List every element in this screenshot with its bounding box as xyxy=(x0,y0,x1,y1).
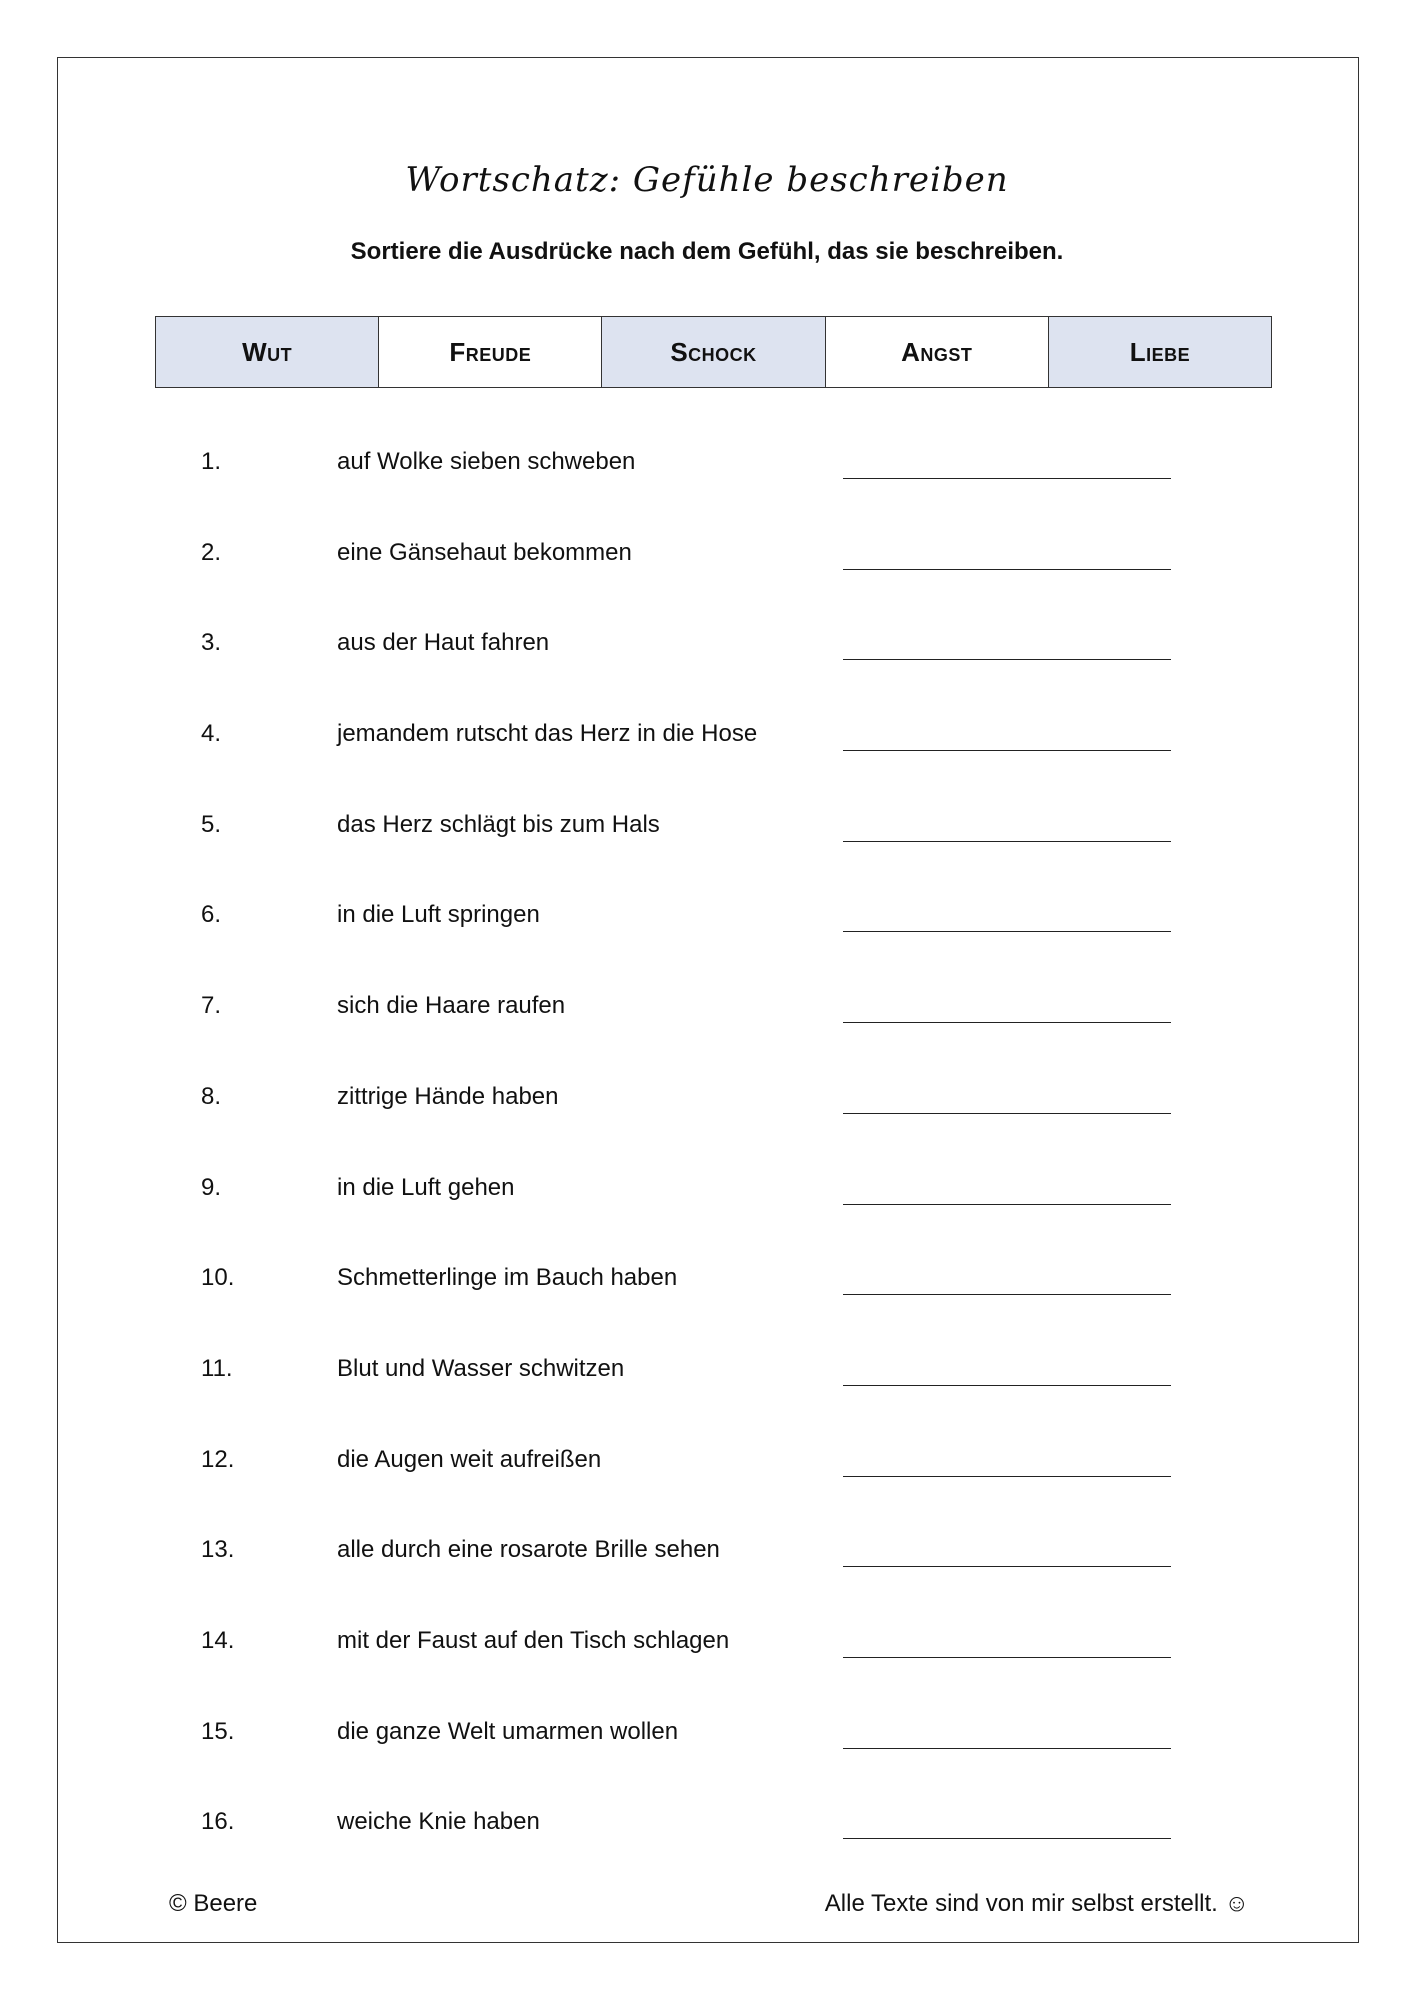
list-item xyxy=(0,448,1414,539)
instruction-text: Sortiere die Ausdrücke nach dem Gefühl, das sie beschreiben. xyxy=(350,238,1064,265)
answer-blank[interactable] xyxy=(843,1022,1171,1023)
item-expression: zittrige Hände haben xyxy=(337,1082,559,1110)
item-expression: das Herz schlägt bis zum Hals xyxy=(337,810,660,838)
footer-copyright: © Beere xyxy=(169,1890,258,1917)
item-number: 2. xyxy=(201,538,222,566)
item-number: 16. xyxy=(201,1808,235,1836)
answer-blank[interactable] xyxy=(843,1204,1171,1205)
list-item xyxy=(0,1446,1414,1537)
list-item xyxy=(0,629,1414,720)
answer-blank[interactable] xyxy=(843,931,1171,932)
item-number: 8. xyxy=(201,1082,222,1110)
item-expression: sich die Haare raufen xyxy=(337,992,566,1020)
category-angst: Angst xyxy=(826,317,1049,387)
list-item xyxy=(0,1808,1414,1899)
list-item xyxy=(0,1264,1414,1355)
answer-blank[interactable] xyxy=(843,659,1171,660)
answer-blank[interactable] xyxy=(843,478,1171,479)
list-item xyxy=(0,901,1414,992)
list-item xyxy=(0,1627,1414,1718)
category-liebe: Liebe xyxy=(1049,317,1271,387)
item-expression: auf Wolke sieben schweben xyxy=(337,448,636,475)
answer-blank[interactable] xyxy=(843,1113,1171,1114)
list-item xyxy=(0,1083,1414,1174)
list-item xyxy=(0,992,1414,1083)
list-item xyxy=(0,1174,1414,1265)
item-expression: aus der Haut fahren xyxy=(337,629,550,657)
answer-blank[interactable] xyxy=(843,569,1171,570)
list-item xyxy=(0,720,1414,811)
item-expression: Blut und Wasser schwitzen xyxy=(337,1354,625,1382)
item-number: 5. xyxy=(201,810,222,838)
item-number: 10. xyxy=(201,1264,235,1292)
expression-list xyxy=(0,448,1414,1899)
item-expression: eine Gänsehaut bekommen xyxy=(337,538,632,566)
item-number: 11. xyxy=(201,1354,233,1382)
item-expression: jemandem rutscht das Herz in die Hose xyxy=(337,720,758,748)
item-number: 7. xyxy=(201,992,222,1020)
answer-blank[interactable] xyxy=(843,1748,1171,1749)
item-number: 14. xyxy=(201,1626,235,1654)
answer-blank[interactable] xyxy=(843,841,1171,842)
category-table xyxy=(155,316,1272,388)
answer-blank[interactable] xyxy=(843,1476,1171,1477)
category-schock: Schock xyxy=(602,317,825,387)
item-expression: in die Luft gehen xyxy=(337,1173,515,1201)
item-number: 1. xyxy=(201,448,222,475)
answer-blank[interactable] xyxy=(843,1294,1171,1295)
item-number: 6. xyxy=(201,901,222,929)
answer-blank[interactable] xyxy=(843,1838,1171,1839)
item-number: 9. xyxy=(201,1173,222,1201)
answer-blank[interactable] xyxy=(843,750,1171,751)
list-item xyxy=(0,811,1414,902)
item-number: 3. xyxy=(201,629,222,657)
item-expression: die Augen weit aufreißen xyxy=(337,1445,602,1473)
item-expression: alle durch eine rosarote Brille sehen xyxy=(337,1536,720,1564)
item-expression: mit der Faust auf den Tisch schlagen xyxy=(337,1626,730,1654)
item-expression: weiche Knie haben xyxy=(337,1808,540,1836)
answer-blank[interactable] xyxy=(843,1657,1171,1658)
category-wut: Wut xyxy=(156,317,379,387)
answer-blank[interactable] xyxy=(843,1566,1171,1567)
item-number: 13. xyxy=(201,1536,235,1564)
category-freude: Freude xyxy=(379,317,602,387)
item-number: 4. xyxy=(201,720,222,748)
item-expression: die ganze Welt umarmen wollen xyxy=(337,1717,679,1745)
footer-note: Alle Texte sind von mir selbst erstellt. ☺ xyxy=(824,1890,1249,1917)
list-item xyxy=(0,1536,1414,1627)
answer-blank[interactable] xyxy=(843,1385,1171,1386)
item-expression: in die Luft springen xyxy=(337,901,540,929)
item-expression: Schmetterlinge im Bauch haben xyxy=(337,1264,678,1292)
list-item xyxy=(0,1355,1414,1446)
worksheet-title: Wortschatz: Gefühle beschreiben xyxy=(405,160,1009,200)
item-number: 15. xyxy=(201,1717,235,1745)
list-item xyxy=(0,539,1414,630)
item-number: 12. xyxy=(201,1445,235,1473)
list-item xyxy=(0,1718,1414,1809)
